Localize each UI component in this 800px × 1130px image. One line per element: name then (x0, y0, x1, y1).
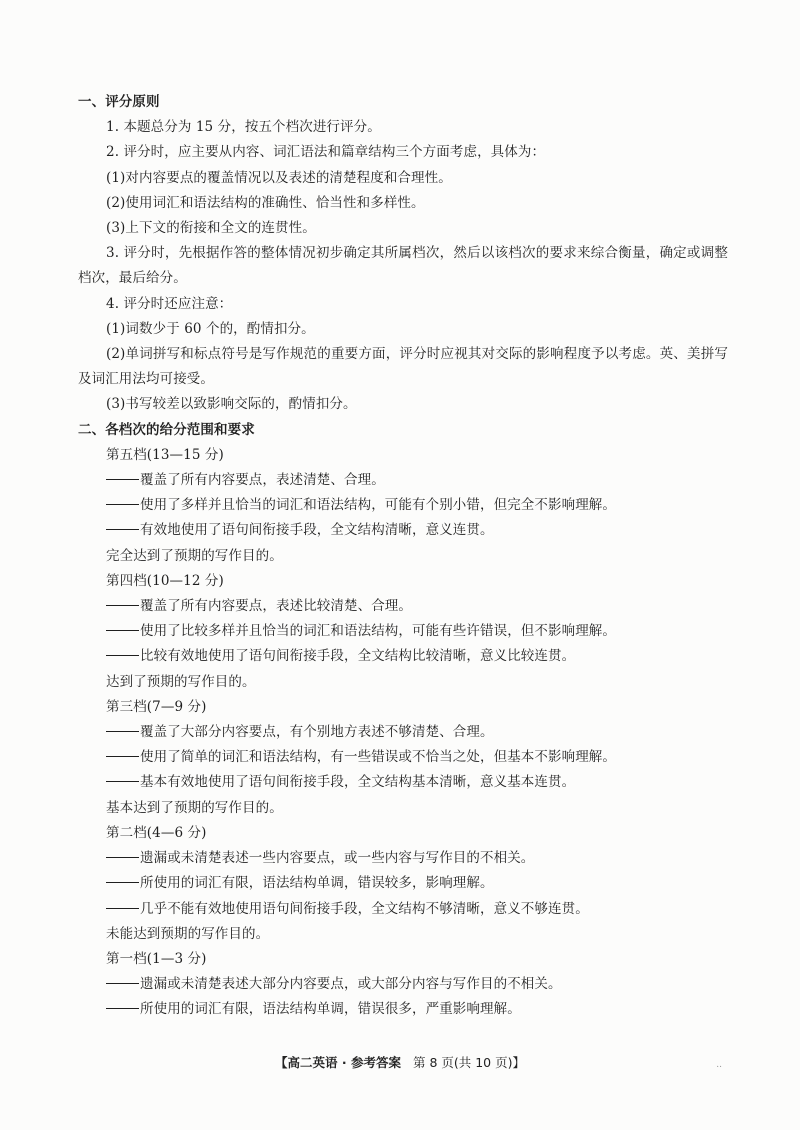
principle-item: (1)词数少于 60 个的，酌情扣分。 (106, 320, 315, 337)
level-title: 第二档(4—6 分) (106, 824, 207, 841)
section-heading-principles: 一、评分原则 (78, 94, 160, 110)
dash-rule (106, 983, 139, 984)
dash-rule (106, 655, 139, 656)
footer-page-number: 第 8 页(共 10 页)】 (412, 1055, 525, 1070)
level-point: 所使用的词汇有限，语法结构单调，错误较多，影响理解。 (78, 871, 728, 896)
level-summary: 达到了预期的写作目的。 (106, 673, 256, 690)
page-footer (0, 1053, 800, 1071)
level-summary: 基本达到了预期的写作目的。 (106, 799, 283, 816)
principle-item: 1. 本题总分为 15 分，按五个档次进行评分。 (106, 119, 381, 136)
level-point: 覆盖了大部分内容要点，有个别地方表述不够清楚、合理。 (78, 720, 728, 745)
dash-rule (106, 731, 139, 732)
document-body (78, 90, 728, 1023)
level-summary: 未能达到预期的写作目的。 (106, 925, 270, 942)
level-point: 比较有效地使用了语句间衔接手段，全文结构比较清晰，意义比较连贯。 (78, 644, 728, 669)
dash-rule (106, 479, 139, 480)
level-point: 遗漏或未清楚表述大部分内容要点，或大部分内容与写作目的不相关。 (78, 972, 728, 997)
principle-item: (3)书写较差以致影响交际的，酌情扣分。 (106, 396, 357, 413)
principle-item: 4. 评分时还应注意： (106, 295, 233, 312)
scan-mark: .. (716, 1060, 722, 1070)
dash-rule (106, 756, 139, 757)
level-point: 遗漏或未清楚表述一些内容要点，或一些内容与写作目的不相关。 (78, 846, 728, 871)
principle-item: (2)单词拼写和标点符号是写作规范的重要方面，评分时应视其对交际的影响程度予以考虑。英、美拼写及词汇用法均可接受。 (78, 346, 728, 388)
level-title: 第一档(1—3 分) (106, 950, 207, 967)
level-point: 使用了多样并且恰当的词汇和语法结构，可能有个别小错，但完全不影响理解。 (78, 493, 728, 518)
principle-item: 3. 评分时，先根据作答的整体情况初步确定其所属档次，然后以该档次的要求来综合衡量，确定或调整档次，最后给分。 (78, 245, 728, 287)
principle-item: (1)对内容要点的覆盖情况以及表述的清楚程度和合理性。 (106, 169, 452, 186)
principle-item: (2)使用词汇和语法结构的准确性、恰当性和多样性。 (106, 194, 425, 211)
dash-rule (106, 529, 139, 530)
level-point: 覆盖了所有内容要点，表述清楚、合理。 (78, 468, 728, 493)
dash-rule (106, 630, 139, 631)
level-point: 所使用的词汇有限，语法结构单调，错误很多，严重影响理解。 (78, 997, 728, 1022)
level-point: 覆盖了所有内容要点，表述比较清楚、合理。 (78, 594, 728, 619)
section-heading-levels: 二、各档次的给分范围和要求 (78, 421, 255, 438)
level-title: 第三档(7—9 分) (106, 698, 207, 715)
level-title: 第五档(13—15 分) (106, 446, 224, 463)
footer-label: 【高二英语 · 参考答案 (275, 1055, 401, 1070)
dash-rule (106, 908, 139, 909)
level-point: 使用了简单的词汇和语法结构，有一些错误或不恰当之处，但基本不影响理解。 (78, 745, 728, 770)
principle-item: (3)上下文的衔接和全文的连贯性。 (106, 220, 316, 237)
principle-item: 2. 评分时，应主要从内容、词汇语法和篇章结构三个方面考虑，具体为： (106, 144, 546, 161)
dash-rule (106, 1008, 139, 1009)
dash-rule (106, 605, 139, 606)
dash-rule (106, 781, 139, 782)
level-summary: 完全达到了预期的写作目的。 (106, 547, 283, 564)
dash-rule (106, 857, 139, 858)
dash-rule (106, 882, 139, 883)
level-point: 使用了比较多样并且恰当的词汇和语法结构，可能有些许错误，但不影响理解。 (78, 619, 728, 644)
level-point: 几乎不能有效地使用语句间衔接手段，全文结构不够清晰，意义不够连贯。 (78, 897, 728, 922)
level-title: 第四档(10—12 分) (106, 572, 224, 589)
level-point: 基本有效地使用了语句间衔接手段，全文结构基本清晰，意义基本连贯。 (78, 770, 728, 795)
dash-rule (106, 504, 139, 505)
level-point: 有效地使用了语句间衔接手段，全文结构清晰，意义连贯。 (78, 518, 728, 543)
